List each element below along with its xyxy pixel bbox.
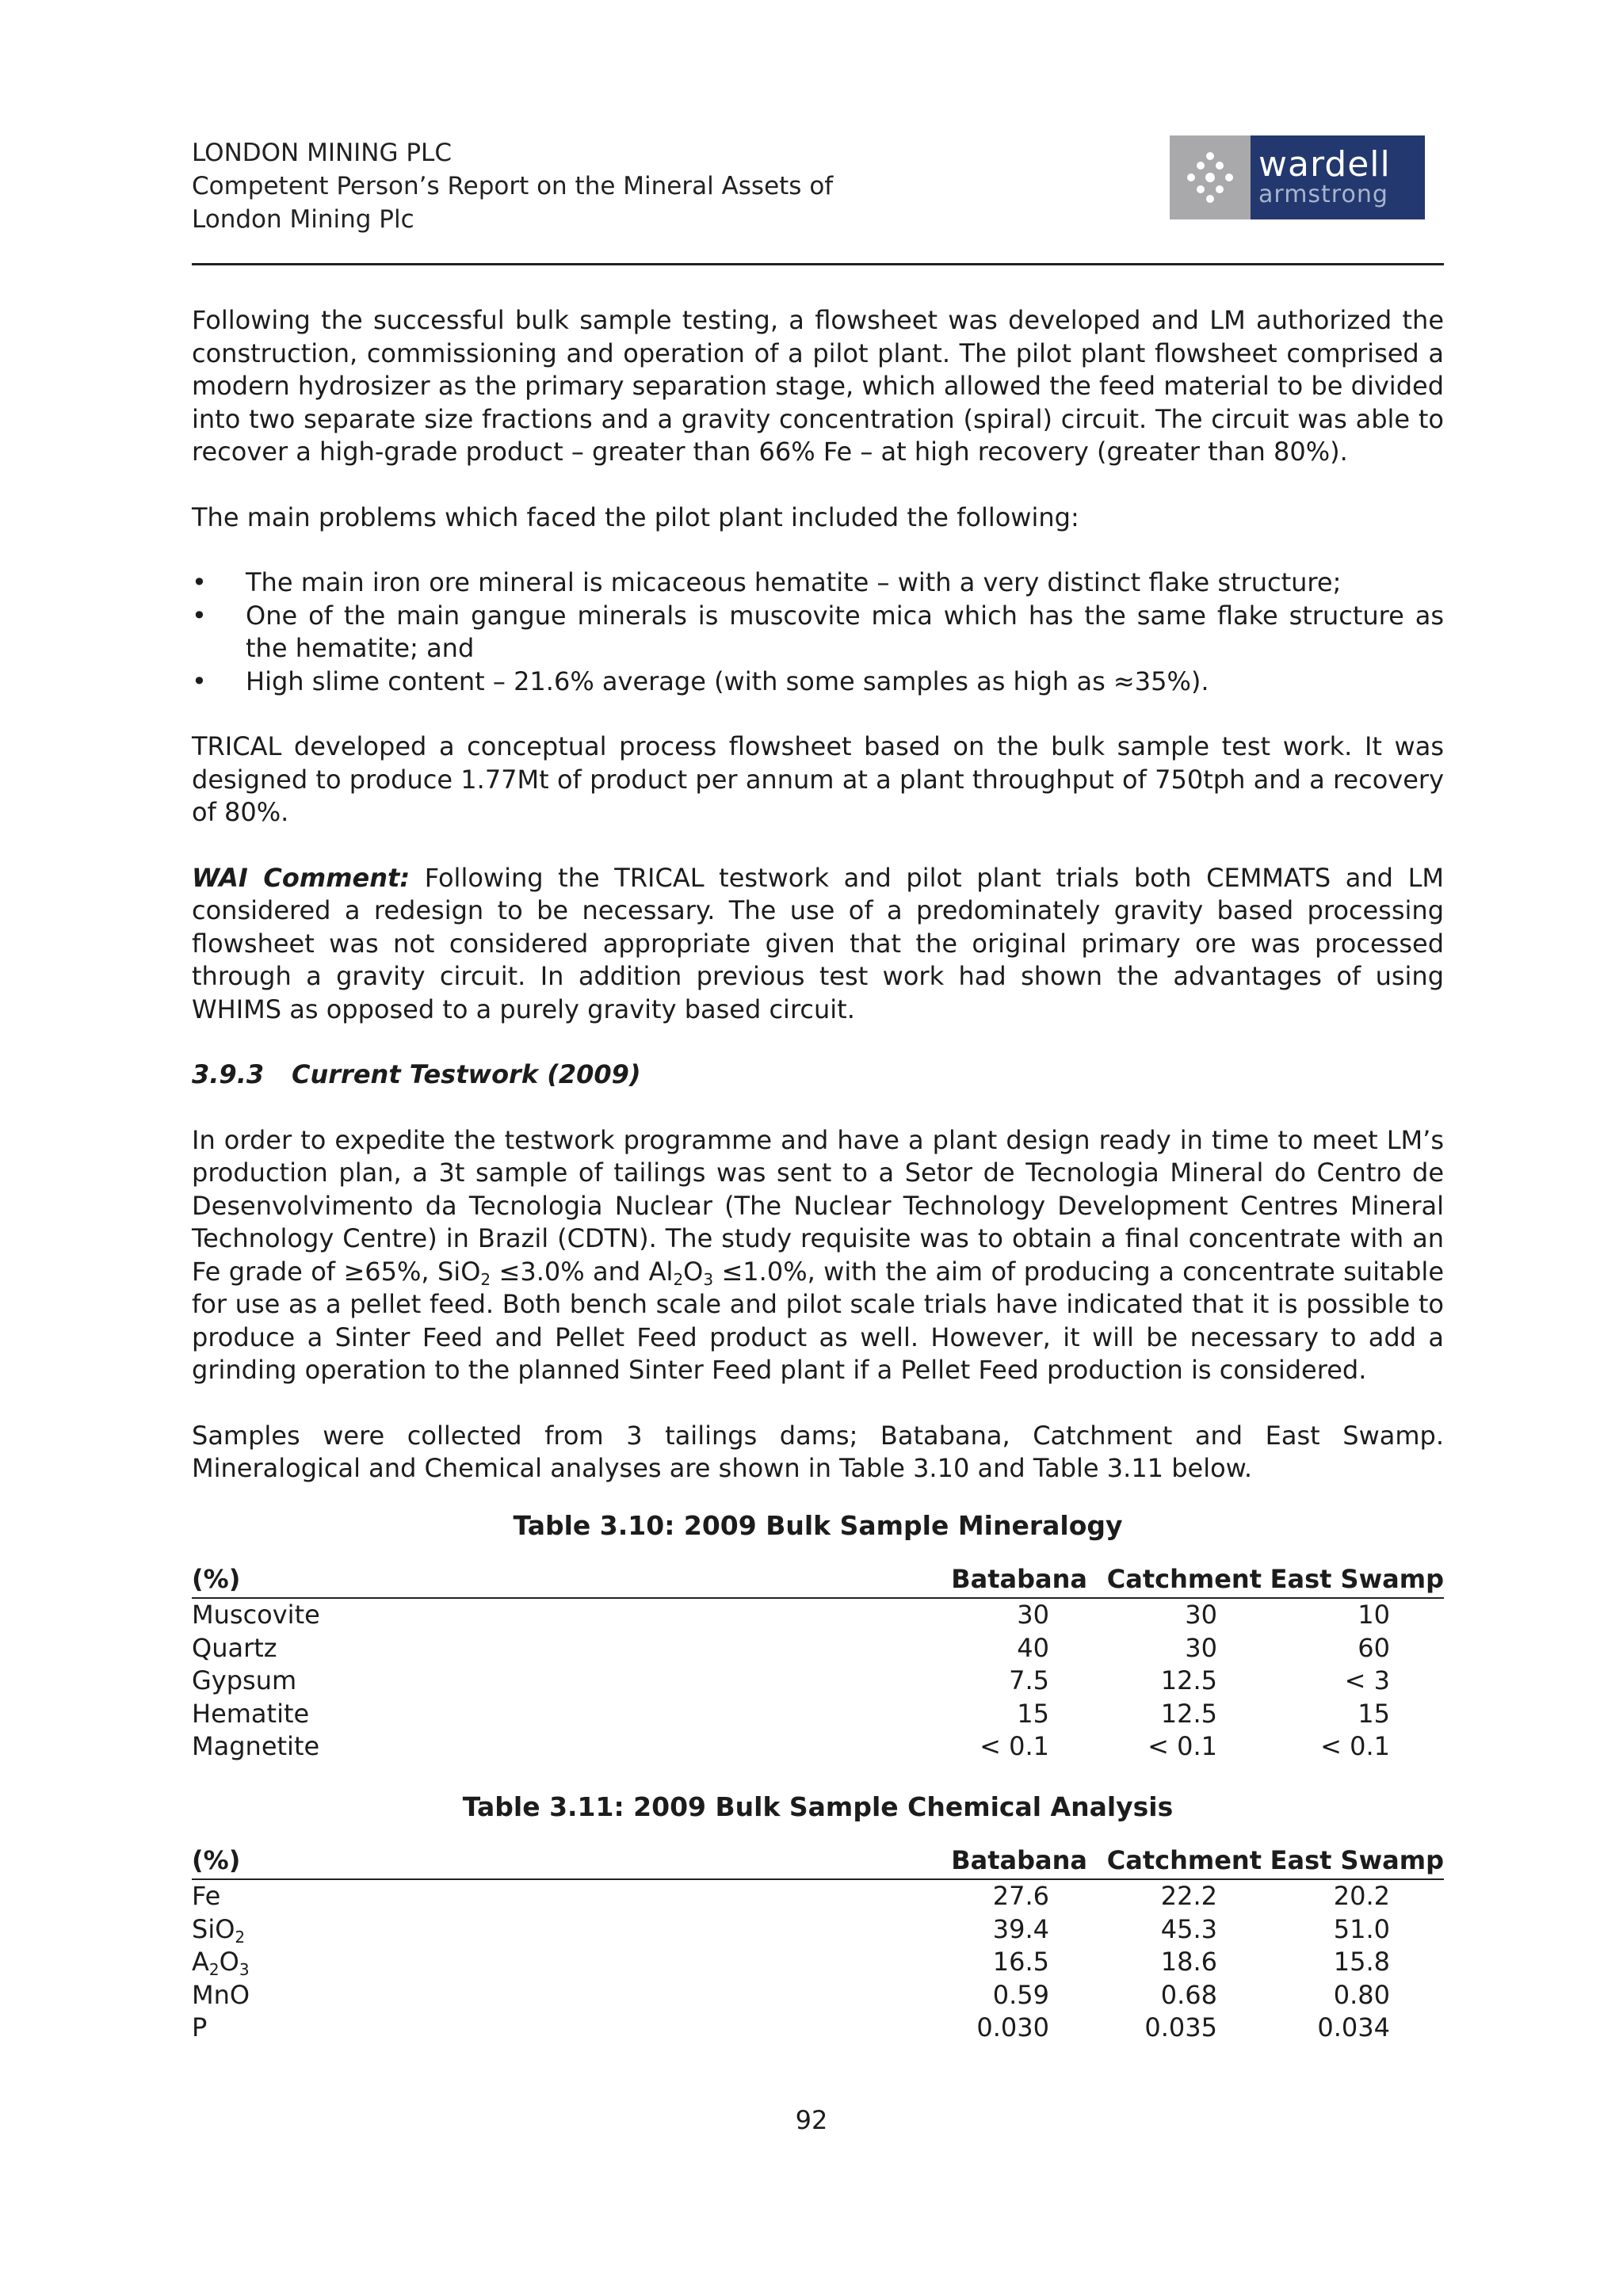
section-heading [192,1058,1444,1092]
report-title-line-2: London Mining Plc [192,205,414,234]
table-row: Magnetite < 0.1 < 0.1 < 0.1 [192,1731,1390,1761]
paragraph-samples: Samples were collected from 3 tailings dams; Batabana, Catchment and East Swamp. Mineralogical and Chemical analyses are shown in Table 3.10 and Table 3.11 below. [192,1420,1444,1483]
wai-comment-label: WAI Comment: [192,862,411,893]
logo-diamond-icon [1170,135,1251,219]
paragraph-trical: TRICAL developed a conceptual process flowsheet based on the bulk sample test work. It was designed to produce 1.77Mt of product per annum at a plant throughput of 750tph and a recovery of 80%. [192,731,1444,827]
table-row: Fe 27.6 22.2 20.2 [192,1881,1390,1911]
report-title-line-1: Competent Person’s Report on the Mineral Assets of [192,172,834,200]
table-row: Muscovite 30 30 10 [192,1600,1390,1630]
logo-wordmark [1251,135,1425,219]
paragraph-wai-comment [192,862,1444,1027]
table-row: Gypsum 7.5 12.5 < 3 [192,1665,1390,1695]
table-row: SiO$_2$ 39.4 45.3 51.0 [192,1913,1390,1947]
header-divider [192,263,1444,265]
table-header-row: (%) Batabana Catchment East Swamp [192,1561,1444,1598]
company-name: LONDON MINING PLC [192,139,452,167]
page-number: 92 [795,2105,828,2135]
bullet-icon: • [192,567,207,597]
wai-comment-text: Following the TRICAL testwork and pilot plant trials both CEMMATS and LM considered a redesign to be necessary. The use of a predominately gravity based processing flowsheet was not considered appropriate given that the original primary ore was processed through a gravity circuit. In addition previous test work had shown the advantages of using WHIMS as opposed to a purely gravity based circuit. [192,862,1445,1024]
table-row: Hematite 15 12.5 15 [192,1698,1390,1729]
wardell-armstrong-logo [1170,135,1425,219]
paragraph-current-testwork: In order to expedite the testwork programme and have a plant design ready in time to meet LM’s production plan, a 3t sample of tailings was sent to a Setor de Tecnologia Mineral do Centro de Desenvolvimento da Tecnologia Nuclear (The Nuclear Technology Development Centres Mineral Technology Centre) in Brazil (CDTN). The study requisite was to obtain a final concentrate with an Fe grade of ≥65%, SiO$_2$ ≤3.0% and $Al_2O_3 \le 1.0\%$, with the aim of producing a concentrate suitable for use as a pellet feed. Both bench scale and pilot scale trials have indicated that it is possible to produce a Sinter Feed and Pellet Feed product as well. However, it will be necessary to add a grinding operation to the planned Sinter Feed plant if a Pellet Feed production is considered. [192,1124,1445,1385]
table-row: MnO 0.59 0.68 0.80 [192,1979,1390,2010]
page-body [192,304,1444,2045]
bullet-icon: • [192,600,207,631]
list-item-text: High slime content – 21.6% average (with some samples as high as ≈35%). [246,666,1209,696]
mineralogy-table [192,1561,1444,1764]
table-row: Quartz 40 30 60 [192,1632,1390,1663]
table-3-10-title: Table 3.10: 2009 Bulk Sample Mineralogy [513,1509,1123,1541]
logo-word-wardell: wardell [1258,144,1391,185]
table-3-11-title: Table 3.11: 2009 Bulk Sample Chemical Analysis [462,1791,1174,1822]
list-item [192,566,1444,600]
table-header-row: (%) Batabana Catchment East Swamp [192,1842,1444,1879]
section-number: 3.9.3 [192,1059,265,1089]
list-item [192,600,1444,666]
list-item-text: The main iron ore mineral is micaceous hematite – with a very distinct flake structure; [246,567,1342,597]
chemical-analysis-table [192,1842,1444,2045]
problems-list [192,566,1444,698]
list-item [192,666,1444,699]
paragraph-pilot-plant: Following the successful bulk sample testing, a flowsheet was developed and LM authorized the construction, commissioning and operation of a pilot plant. The pilot plant flowsheet comprised a modern hydrosizer as the primary separation stage, which allowed the feed material to be divided into two separate size fractions and a gravity concentration (spiral) circuit. The circuit was able to recover a high-grade product – greater than 66% Fe – at high recovery (greater than 80%). [192,305,1444,467]
list-item-text: One of the main gangue minerals is muscovite mica which has the same flake structure as the hematite; and [246,600,1444,663]
logo-word-armstrong: armstrong [1258,181,1388,208]
section-title: Current Testwork (2009) [292,1059,641,1089]
paragraph-main-problems: The main problems which faced the pilot plant included the following: [192,502,1079,532]
table-row: P 0.030 0.035 0.034 [192,2012,1390,2042]
bullet-icon: • [192,666,207,696]
table-row: $A_2O_3$ 16.5 18.6 15.8 [192,1947,1390,1979]
